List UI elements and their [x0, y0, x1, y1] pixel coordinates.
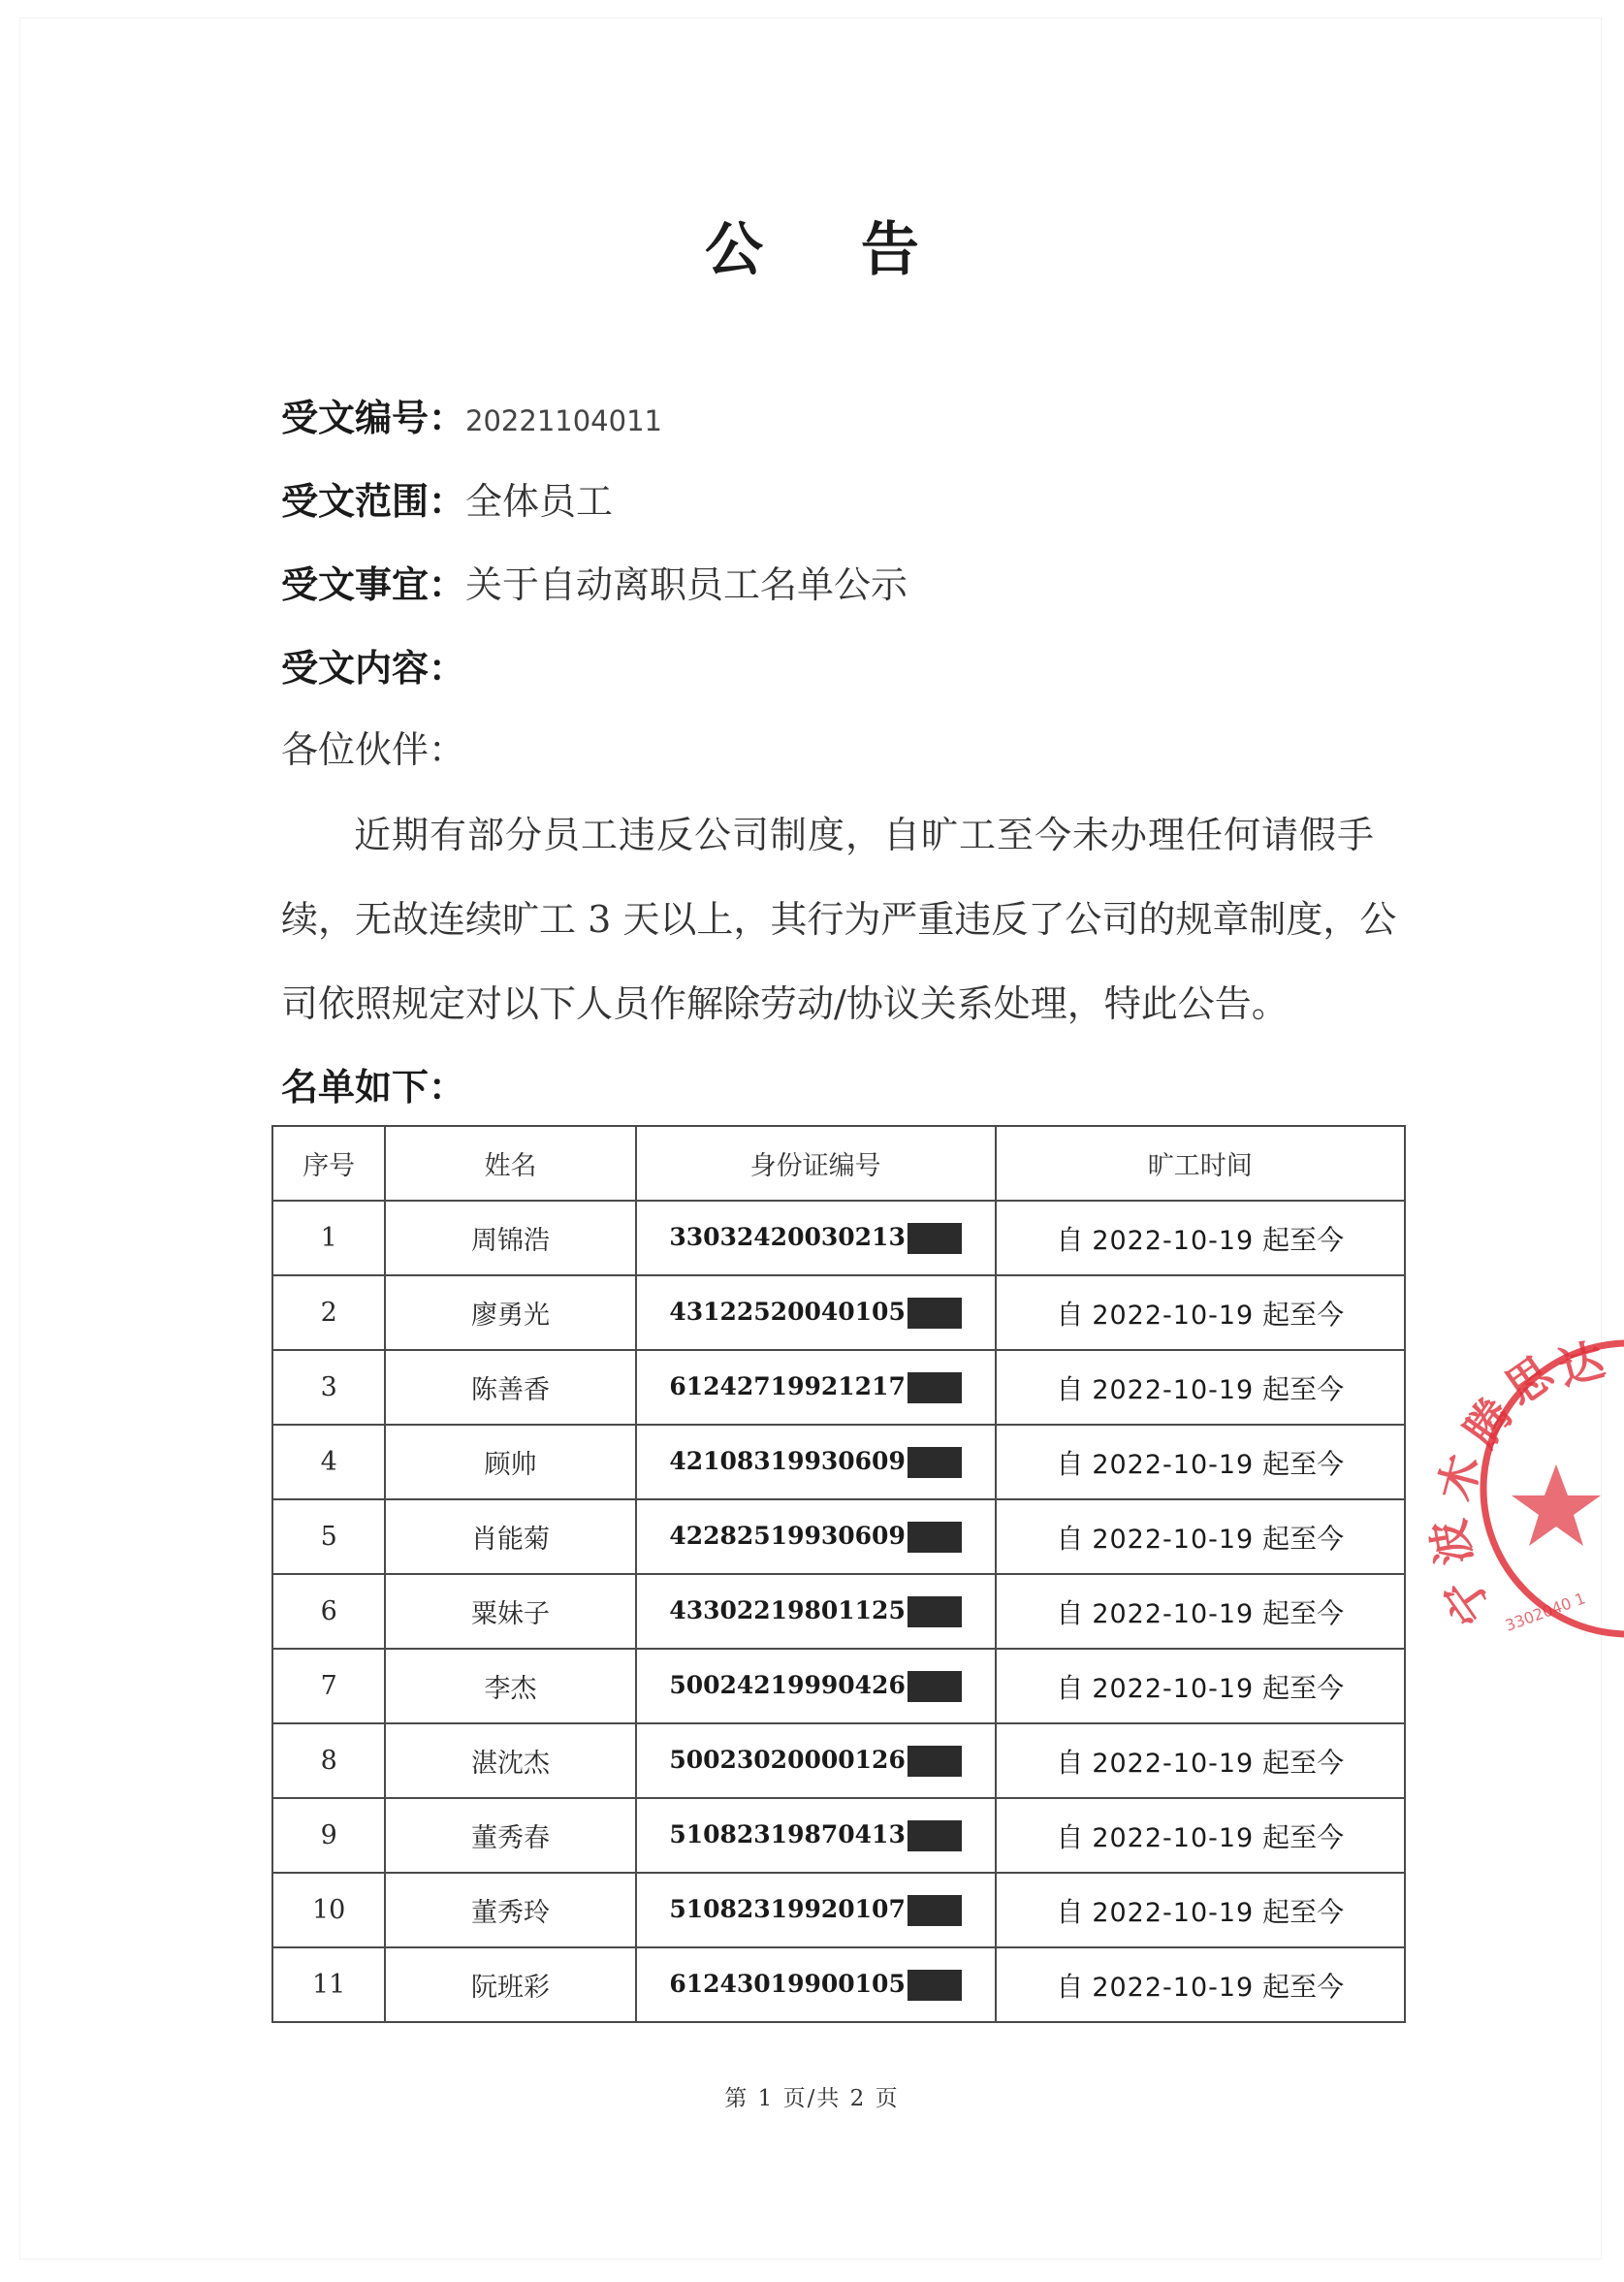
time-suffix: 起至今 — [1262, 1298, 1345, 1331]
cell-name: 湛沈杰 — [385, 1723, 635, 1798]
time-date: 2022-10-19 — [1092, 1748, 1255, 1779]
time-date: 2022-10-19 — [1092, 1524, 1255, 1555]
svg-text:达: 达 — [1552, 1333, 1610, 1396]
svg-text:木: 木 — [1428, 1449, 1491, 1506]
table-body — [272, 1201, 1405, 2022]
redaction-block — [908, 1671, 962, 1702]
id-number-text: 33032420030213 — [669, 1223, 906, 1252]
time-date: 2022-10-19 — [1092, 1972, 1255, 2003]
time-date: 2022-10-19 — [1092, 1300, 1255, 1331]
id-number-text: 51082319870413 — [669, 1820, 906, 1849]
time-suffix: 起至今 — [1262, 1746, 1345, 1779]
cell-absence-time — [996, 1350, 1405, 1425]
body-paragraph-line-1: 近期有部分员工违反公司制度，自旷工至今未办理任何请假手 — [354, 814, 1376, 856]
id-number-text: 61243019900105 — [669, 1970, 906, 1999]
time-suffix: 起至今 — [1262, 1522, 1345, 1555]
table-row — [272, 1873, 1405, 1947]
meta-label: 受文事宜： — [281, 562, 466, 606]
cell-no: 5 — [272, 1499, 385, 1574]
time-suffix: 起至今 — [1262, 1895, 1345, 1928]
meta-label: 受文编号： — [281, 396, 466, 439]
time-prefix: 自 — [1056, 1596, 1084, 1629]
time-date: 2022-10-19 — [1092, 1673, 1255, 1704]
redaction-block — [908, 1746, 962, 1777]
id-number-text: 42282519930609 — [669, 1522, 906, 1551]
redaction-block — [908, 1223, 962, 1254]
table-row — [272, 1499, 1405, 1574]
cell-no: 10 — [272, 1873, 385, 1947]
time-prefix: 自 — [1056, 1746, 1084, 1779]
time-date: 2022-10-19 — [1092, 1598, 1255, 1629]
id-number-text: 61242719921217 — [669, 1372, 906, 1401]
redaction-block — [908, 1298, 962, 1329]
cell-no: 9 — [272, 1798, 385, 1873]
cell-name: 顾帅 — [385, 1425, 635, 1499]
cell-id — [636, 1723, 996, 1798]
meta-value: 20221104011 — [465, 404, 662, 437]
time-prefix: 自 — [1056, 1895, 1084, 1928]
redaction-block — [908, 1970, 962, 2001]
cell-absence-time — [996, 1947, 1405, 2022]
cell-no: 1 — [272, 1201, 385, 1275]
cell-no: 2 — [272, 1275, 385, 1350]
cell-absence-time — [996, 1723, 1405, 1798]
cell-id — [636, 1947, 996, 2022]
cell-absence-time — [996, 1798, 1405, 1873]
time-date: 2022-10-19 — [1092, 1374, 1255, 1405]
cell-absence-time — [996, 1499, 1405, 1574]
table-row — [272, 1350, 1405, 1425]
time-prefix: 自 — [1056, 1447, 1084, 1480]
svg-text:腾: 腾 — [1453, 1389, 1523, 1457]
cell-name: 李杰 — [385, 1649, 635, 1723]
time-prefix: 自 — [1056, 1820, 1084, 1853]
table-header-row — [272, 1126, 1405, 1201]
time-suffix: 起至今 — [1262, 1223, 1345, 1256]
cell-id — [636, 1499, 996, 1574]
cell-no: 11 — [272, 1947, 385, 2022]
id-number-text: 42108319930609 — [669, 1447, 906, 1476]
table-row — [272, 1425, 1405, 1499]
cell-no: 4 — [272, 1425, 385, 1499]
cell-id — [636, 1425, 996, 1499]
time-prefix: 自 — [1056, 1372, 1084, 1405]
greeting: 各位伙伴： — [281, 728, 466, 771]
time-suffix: 起至今 — [1262, 1970, 1345, 2003]
time-date: 2022-10-19 — [1092, 1225, 1255, 1256]
svg-text:3302040 1: 3302040 1 — [1502, 1589, 1588, 1635]
time-suffix: 起至今 — [1262, 1820, 1345, 1853]
table-row — [272, 1947, 1405, 2022]
table-row — [272, 1798, 1405, 1873]
header-time: 旷工时间 — [996, 1126, 1405, 1201]
id-number-text: 43302219801125 — [669, 1596, 906, 1625]
time-suffix: 起至今 — [1262, 1596, 1345, 1629]
cell-id — [636, 1275, 996, 1350]
redaction-block — [908, 1522, 962, 1553]
time-date: 2022-10-19 — [1092, 1449, 1255, 1480]
cell-name: 董秀玲 — [385, 1873, 635, 1947]
cell-absence-time — [996, 1275, 1405, 1350]
company-seal — [1421, 1329, 1610, 1649]
time-prefix: 自 — [1056, 1298, 1084, 1331]
roster-table — [271, 1125, 1406, 2023]
time-prefix: 自 — [1056, 1223, 1084, 1256]
cell-absence-time — [996, 1201, 1405, 1275]
meta-doc-scope — [281, 471, 613, 525]
svg-text:思: 思 — [1495, 1346, 1562, 1416]
time-prefix: 自 — [1056, 1970, 1084, 2003]
cell-no: 7 — [272, 1649, 385, 1723]
table-row — [272, 1723, 1405, 1798]
header-name: 姓名 — [385, 1126, 635, 1201]
table-row — [272, 1201, 1405, 1275]
cell-absence-time — [996, 1574, 1405, 1649]
body-paragraph-line-2: 续，无故连续旷工 3 天以上，其行为严重违反了公司的规章制度，公 — [281, 898, 1397, 941]
time-date: 2022-10-19 — [1092, 1822, 1255, 1853]
cell-absence-time — [996, 1649, 1405, 1723]
redaction-block — [908, 1596, 962, 1627]
cell-id — [636, 1201, 996, 1275]
header-id: 身份证编号 — [636, 1126, 996, 1201]
cell-name: 阮班彩 — [385, 1947, 635, 2022]
cell-absence-time — [996, 1873, 1405, 1947]
redaction-block — [908, 1820, 962, 1851]
redaction-block — [908, 1895, 962, 1926]
svg-text:波: 波 — [1421, 1515, 1481, 1569]
id-number-text: 50023020000126 — [669, 1746, 906, 1775]
meta-doc-subject — [281, 555, 908, 608]
table-row — [272, 1649, 1405, 1723]
cell-id — [636, 1873, 996, 1947]
time-suffix: 起至今 — [1262, 1372, 1345, 1405]
table-row — [272, 1275, 1405, 1350]
svg-text:宁: 宁 — [1433, 1567, 1503, 1634]
meta-doc-number — [281, 388, 662, 441]
cell-name: 粟妹子 — [385, 1574, 635, 1649]
cell-name: 董秀春 — [385, 1798, 635, 1873]
id-number-text: 51082319920107 — [669, 1895, 906, 1924]
page-title: 公 告 — [705, 216, 958, 284]
cell-name: 陈善香 — [385, 1350, 635, 1425]
cell-no: 6 — [272, 1574, 385, 1649]
meta-value: 全体员工 — [465, 480, 614, 523]
id-number-text: 43122520040105 — [669, 1298, 906, 1327]
meta-label: 受文范围： — [281, 479, 466, 523]
cell-id — [636, 1649, 996, 1723]
list-heading: 名单如下： — [281, 1065, 466, 1109]
cell-no: 8 — [272, 1723, 385, 1798]
time-prefix: 自 — [1056, 1671, 1084, 1704]
time-suffix: 起至今 — [1262, 1447, 1345, 1480]
meta-value: 关于自动离职员工名单公示 — [465, 563, 908, 606]
header-no: 序号 — [272, 1126, 385, 1201]
meta-doc-content — [281, 638, 465, 691]
cell-name: 肖能菊 — [385, 1499, 635, 1574]
time-date: 2022-10-19 — [1092, 1897, 1255, 1928]
redaction-block — [908, 1372, 962, 1403]
cell-id — [636, 1798, 996, 1873]
cell-id — [636, 1350, 996, 1425]
cell-absence-time — [996, 1425, 1405, 1499]
cell-no: 3 — [272, 1350, 385, 1425]
redaction-block — [908, 1447, 962, 1478]
table-row — [272, 1574, 1405, 1649]
cell-id — [636, 1574, 996, 1649]
page-footer: 第 1 页/共 2 页 — [724, 2086, 900, 2111]
time-suffix: 起至今 — [1262, 1671, 1345, 1704]
meta-label: 受文内容： — [281, 646, 466, 690]
id-number-text: 50024219990426 — [669, 1671, 906, 1700]
cell-name: 廖勇光 — [385, 1275, 635, 1350]
body-paragraph-line-3: 司依照规定对以下人员作解除劳动/协议关系处理，特此公告。 — [281, 982, 1289, 1025]
cell-name: 周锦浩 — [385, 1201, 635, 1275]
time-prefix: 自 — [1056, 1522, 1084, 1555]
